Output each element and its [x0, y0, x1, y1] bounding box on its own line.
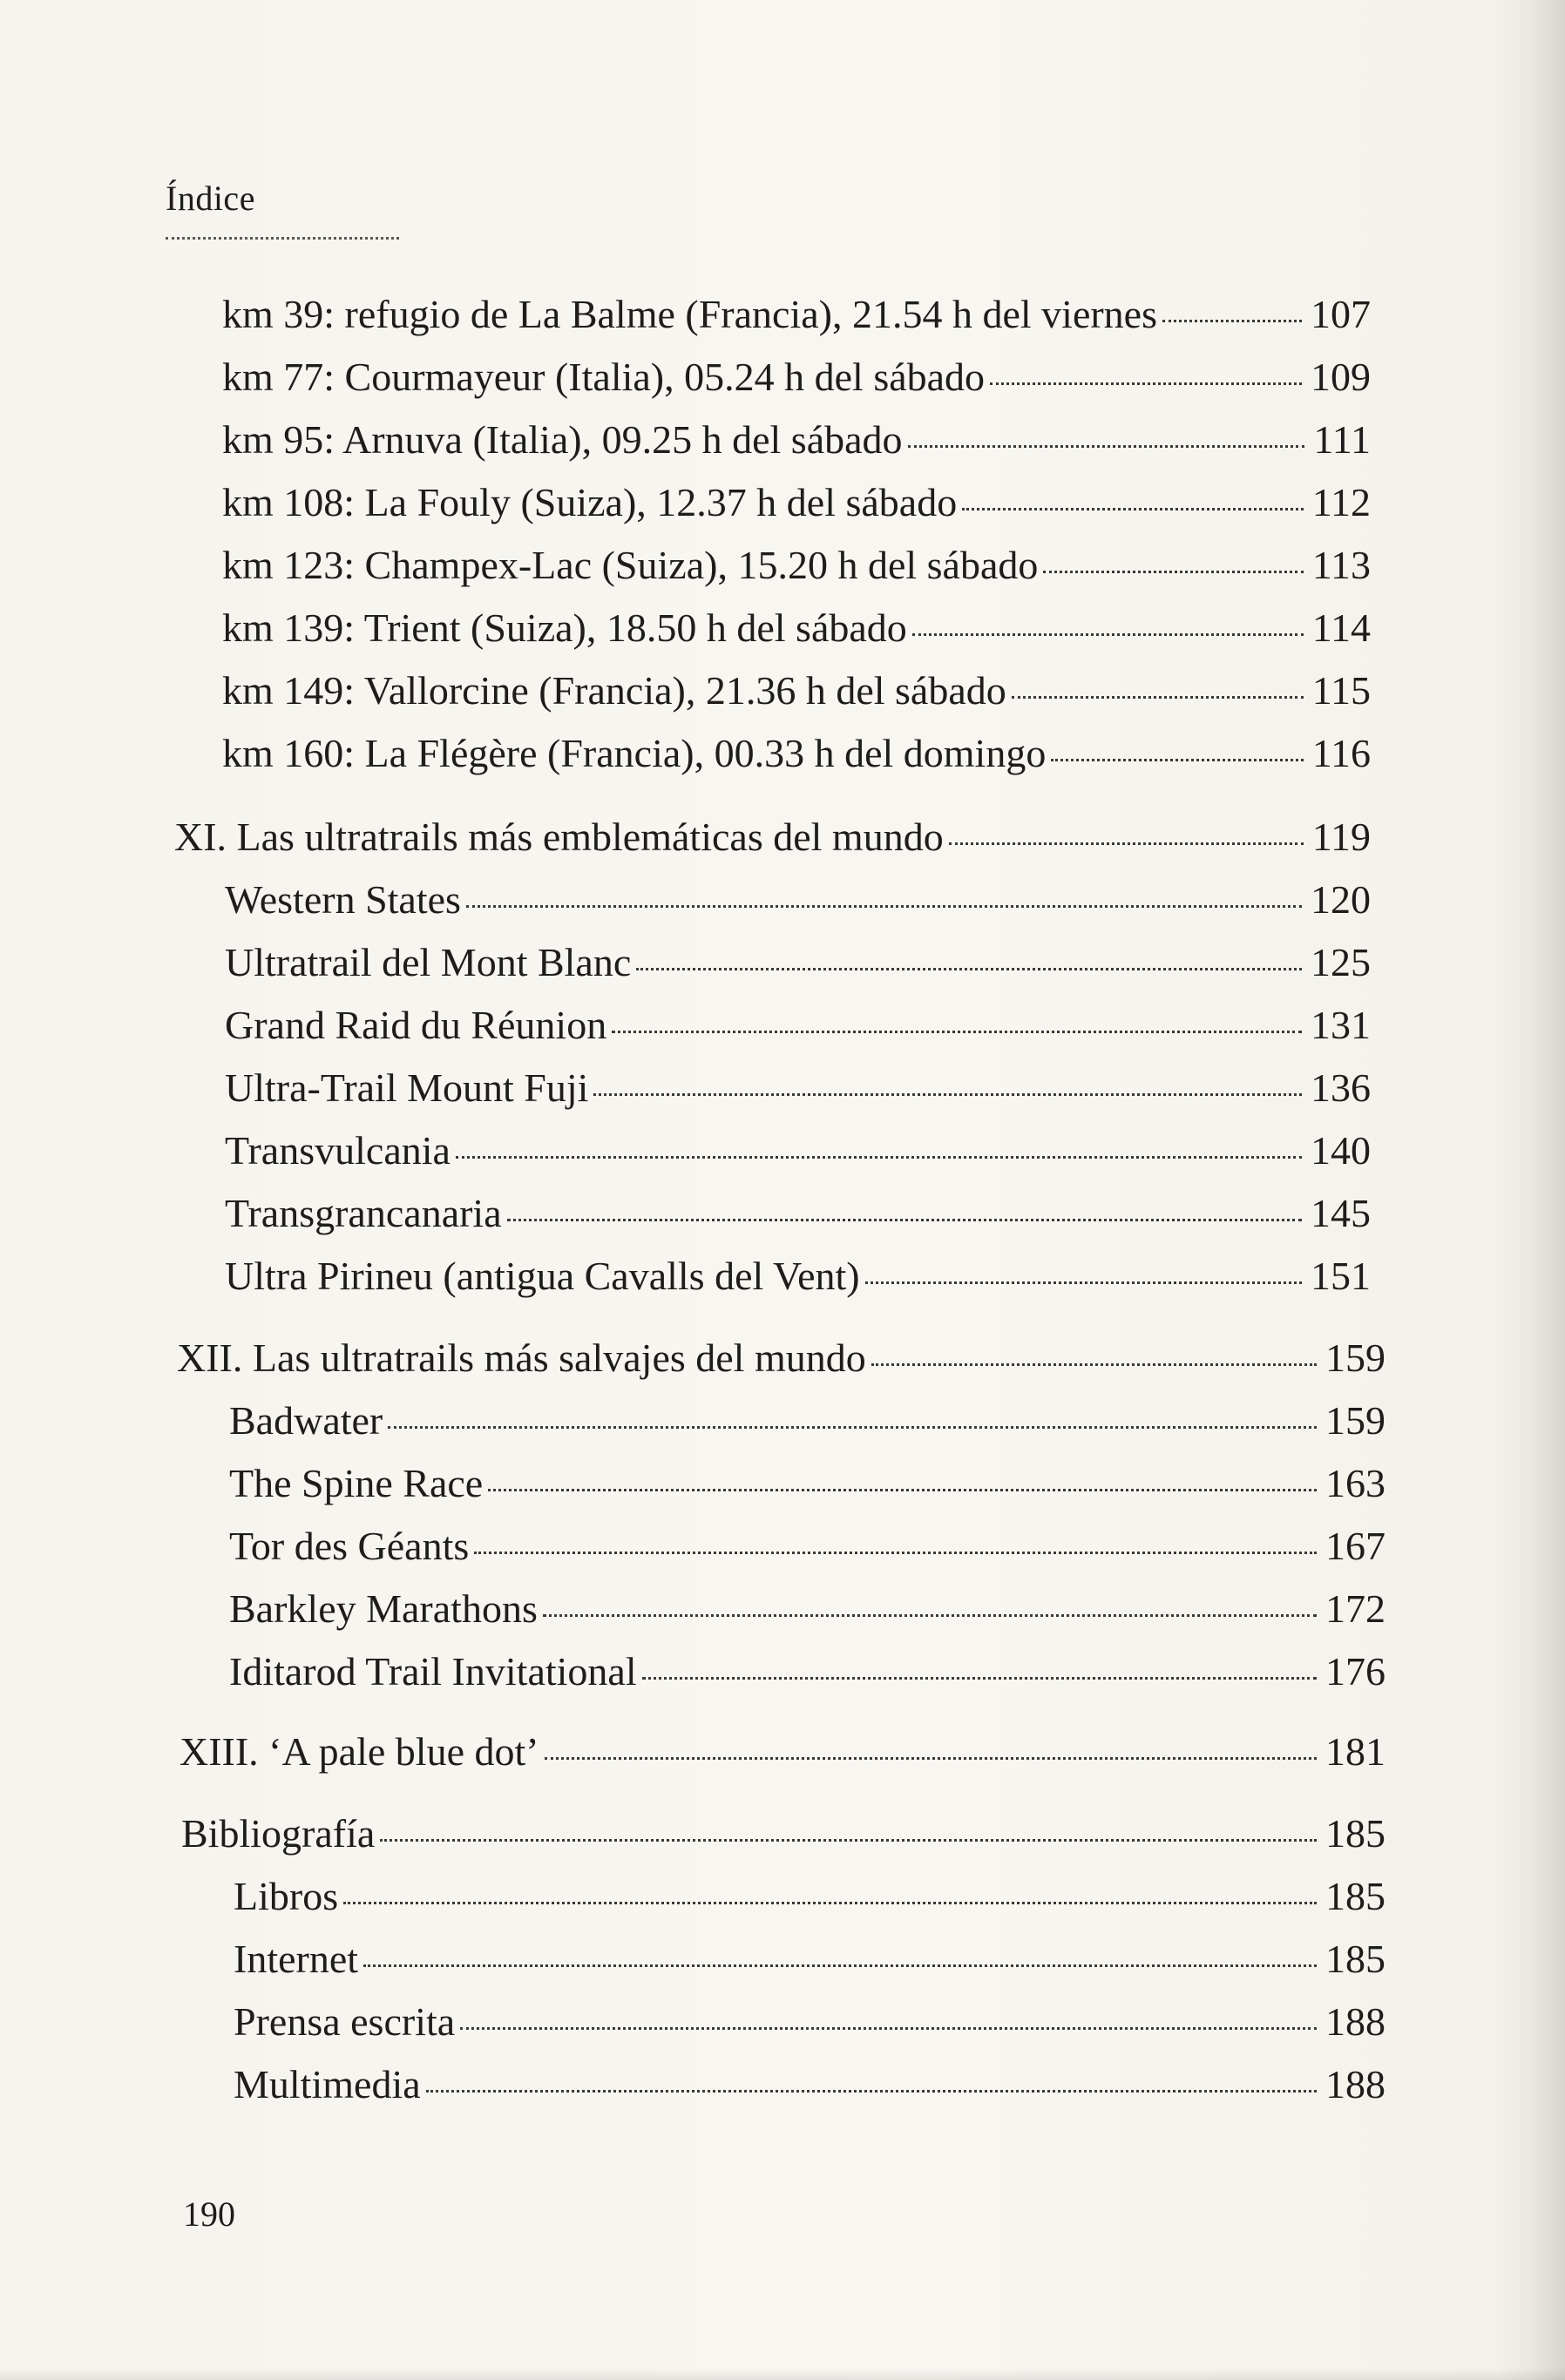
toc-entry-title: Ultra Pirineu (antigua Cavalls del Vent) — [225, 1254, 860, 1298]
toc-entry — [225, 1128, 1371, 1173]
toc-entry-page: 167 — [1325, 1524, 1385, 1568]
dot-leader — [488, 1489, 1317, 1491]
toc-entry-title: Badwater — [229, 1398, 383, 1443]
toc-entry-page: 140 — [1311, 1128, 1371, 1173]
toc-entry — [234, 1876, 1385, 1917]
dot-leader — [545, 1757, 1317, 1760]
dot-leader — [1162, 320, 1302, 322]
toc-entry-title: The Spine Race — [229, 1461, 484, 1505]
toc-chapter-page: 185 — [1325, 1811, 1385, 1856]
toc-entry — [234, 1999, 1385, 2044]
toc-chapter-page: 159 — [1325, 1335, 1385, 1380]
toc-chapter-page: 181 — [1325, 1729, 1385, 1774]
dot-leader — [642, 1677, 1317, 1680]
toc-entry-page: 131 — [1311, 1003, 1371, 1047]
toc-entry-title: km 139: Trient (Suiza), 18.50 h del sábado — [222, 605, 907, 650]
spine-shadow — [1495, 0, 1565, 2380]
dot-leader — [543, 1614, 1317, 1617]
toc-chapter-page: 119 — [1311, 815, 1371, 859]
toc-entry-title: km 77: Courmayeur (Italia), 05.24 h del sábado — [222, 355, 986, 399]
toc-entry-page: 188 — [1325, 1999, 1385, 2044]
toc-entry-title: km 160: La Flégère (Francia), 00.33 h del domingo — [222, 731, 1047, 775]
toc-chapter-xii — [177, 1335, 1385, 1380]
toc-entry-page: 176 — [1325, 1649, 1385, 1694]
toc-entry — [234, 2062, 1385, 2106]
toc-entry-title: km 123: Champex-Lac (Suiza), 15.20 h del sábado — [222, 543, 1039, 587]
toc-entry — [222, 731, 1371, 775]
running-head-rule — [166, 237, 399, 240]
dot-leader — [1051, 759, 1303, 761]
toc-entry-page: 125 — [1311, 940, 1371, 984]
toc-entry-page: 113 — [1311, 543, 1371, 587]
toc-entry-title: Ultratrail del Mont Blanc — [225, 940, 632, 984]
toc-entry — [225, 1005, 1371, 1045]
toc-entry-page: 107 — [1311, 292, 1371, 336]
toc-entry — [222, 480, 1371, 524]
toc-entry-page: 136 — [1311, 1065, 1371, 1110]
toc-entry-title: Grand Raid du Réunion — [225, 1003, 607, 1047]
toc-chapter-xiii — [180, 1729, 1385, 1774]
toc-entry-page: 120 — [1311, 877, 1371, 922]
toc-entry — [234, 1939, 1385, 1979]
toc-entry — [229, 1586, 1385, 1631]
dot-leader — [460, 2027, 1317, 2030]
toc-entry-page: 114 — [1311, 605, 1371, 650]
toc-entry — [229, 1461, 1385, 1505]
toc-entry-title: Internet — [234, 1937, 359, 1981]
dot-leader — [466, 905, 1302, 908]
toc-entry — [225, 1193, 1371, 1234]
toc-chapter-title: XIII. ‘A pale blue dot’ — [180, 1729, 539, 1774]
toc-entry-page: 151 — [1311, 1254, 1371, 1298]
toc-entry — [222, 417, 1371, 462]
running-head: Índice — [166, 179, 255, 218]
toc-entry-title: Tor des Géants — [229, 1524, 470, 1568]
dot-leader — [871, 1363, 1317, 1366]
toc-entry — [222, 668, 1371, 713]
toc-entry-page: 145 — [1311, 1191, 1371, 1235]
toc-chapter-title: XI. Las ultratrails más emblemáticas del mundo — [174, 815, 944, 859]
toc-bibliography — [181, 1811, 1385, 1856]
toc-entry-page: 112 — [1311, 480, 1371, 524]
dot-leader — [912, 633, 1304, 636]
toc-entry-title: Prensa escrita — [234, 1999, 456, 2044]
toc-entry-page: 185 — [1325, 1937, 1385, 1981]
page-number: 190 — [183, 2194, 235, 2234]
toc-entry — [222, 545, 1371, 585]
dot-leader — [474, 1552, 1317, 1554]
toc-entry-title: Iditarod Trail Invitational — [229, 1649, 637, 1694]
toc-entry-title: Transvulcania — [225, 1128, 451, 1173]
dot-leader — [962, 508, 1303, 510]
toc-entry — [222, 605, 1371, 650]
page-bottom-edge — [0, 2368, 1565, 2380]
toc-entry-title: km 95: Arnuva (Italia), 09.25 h del sábado — [222, 417, 903, 462]
toc-entry — [222, 357, 1371, 397]
toc-entry-page: 111 — [1313, 417, 1371, 462]
toc-entry — [222, 294, 1371, 335]
dot-leader — [865, 1281, 1302, 1284]
toc-entry — [229, 1649, 1385, 1694]
toc-entry — [229, 1526, 1385, 1566]
dot-leader — [1043, 571, 1303, 573]
toc-entry-title: Transgrancanaria — [225, 1191, 502, 1235]
dot-leader — [593, 1093, 1302, 1096]
dot-leader — [612, 1031, 1302, 1033]
toc-entry-title: Barkley Marathons — [229, 1586, 538, 1631]
toc-entry-page: 116 — [1311, 731, 1371, 775]
toc-entry-title: Multimedia — [234, 2062, 421, 2106]
toc-entry-page: 172 — [1325, 1586, 1385, 1631]
toc-entry-page: 188 — [1325, 2062, 1385, 2106]
toc-chapter-title: XII. Las ultratrails más salvajes del mundo — [177, 1335, 866, 1380]
toc-entry-page: 115 — [1311, 668, 1371, 713]
toc-entry — [225, 1256, 1371, 1296]
dot-leader — [507, 1219, 1302, 1221]
dot-leader — [636, 968, 1302, 970]
dot-leader — [456, 1156, 1302, 1159]
dot-leader — [380, 1839, 1317, 1842]
toc-entry-page: 185 — [1325, 1874, 1385, 1918]
toc-entry-title: km 149: Vallorcine (Francia), 21.36 h del sábado — [222, 668, 1006, 713]
toc-entry — [229, 1398, 1385, 1443]
toc-entry-title: km 108: La Fouly (Suiza), 12.37 h del sábado — [222, 480, 958, 524]
toc-entry — [225, 877, 1371, 922]
dot-leader — [908, 445, 1305, 448]
dot-leader — [1012, 696, 1304, 699]
dot-leader — [388, 1426, 1317, 1429]
toc-chapter-xi — [174, 817, 1371, 857]
dot-leader — [949, 842, 1304, 845]
toc-entry-title: Ultra-Trail Mount Fuji — [225, 1065, 589, 1110]
toc-entry-page: 109 — [1311, 355, 1371, 399]
dot-leader — [990, 382, 1302, 385]
toc-entry — [225, 940, 1371, 984]
toc-entry — [225, 1065, 1371, 1110]
toc-entry-page: 159 — [1325, 1398, 1385, 1443]
dot-leader — [363, 1964, 1317, 1967]
dot-leader — [426, 2090, 1317, 2093]
dot-leader — [343, 1902, 1317, 1904]
toc-entry-title: Western States — [225, 877, 461, 922]
toc-entry-page: 163 — [1325, 1461, 1385, 1505]
toc-entry-title: Libros — [234, 1874, 339, 1918]
toc-chapter-title: Bibliografía — [181, 1811, 376, 1856]
toc-entry-title: km 39: refugio de La Balme (Francia), 21.54 h del viernes — [222, 292, 1158, 336]
